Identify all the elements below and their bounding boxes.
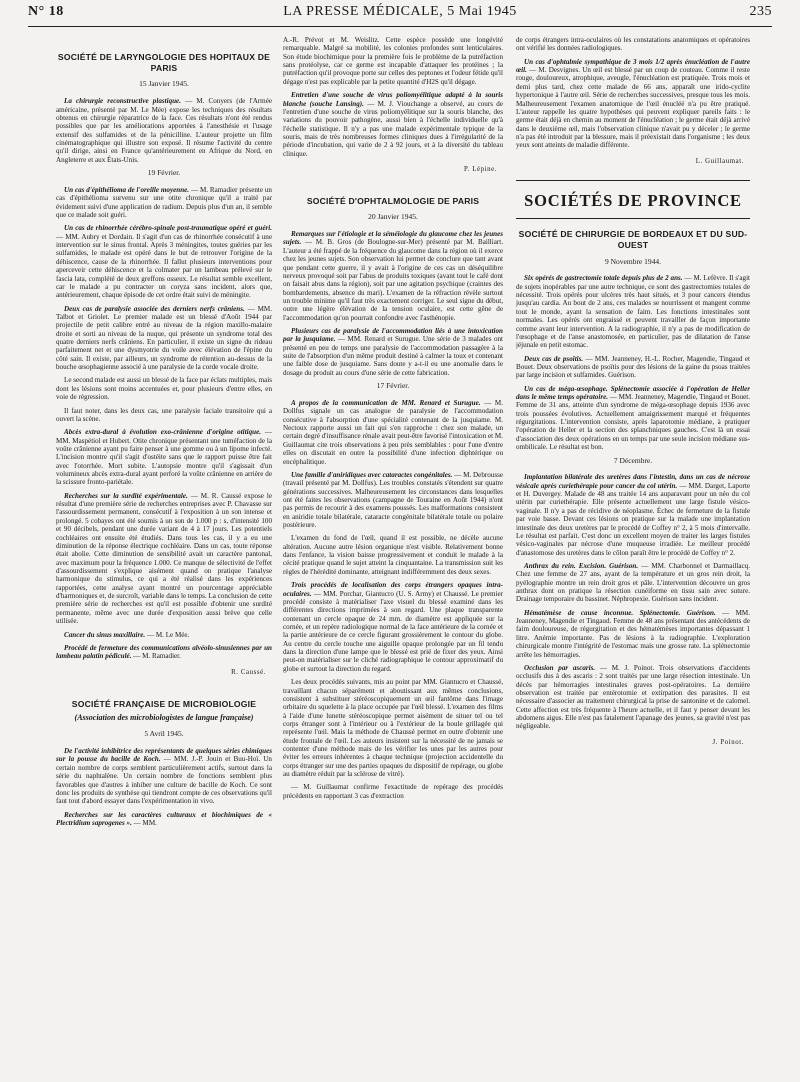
session-date: 5 Avril 1945. <box>144 729 184 739</box>
signature: P. Lépine. <box>464 166 497 174</box>
article-paragraph: L'examen du fond de l'œil, quand il est possible, ne décèle aucune altération. Aucune autre lésion organique n'est visible. Relativement bonne dans l'enfance, la vision baisse progressivement et conduit le malade à la cécité pratique quand le sujet atteint la cinquantaine. La transmission suit les règles de l'hérédité dominante, atteignant indifféremment des deux sexes. <box>283 534 503 576</box>
article-text: — M. Dollfus signale un cas analogue de paralysie de l'accommodation consécutive à l'absorption d'une spécialité contenant de la jusquiame. M. Nectoux rapporte aussi un fait qui s'en rapproche : chez son malade, un certain degré d'insuffisance rénale avait peut-être favorisé l'intoxication et M. Guillaumat cite trois observations à peu près semblables : pour l'une d'entre elles on discutait en outre la possibilité d'une infection diphtérique ou encéphalitique. <box>283 399 503 466</box>
article-text: — M. Debrousse (travail présenté par M. Dollfus). Les troubles constatés s'étendent sur quatre générations successives. Malheureusement les circonstances dans lesquelles ont été faites les observations (campagne de Touraine en Août 1944) n'ont pas permis de recourir à des examens poussés. Les malformations consistent en aniridie totale bilatérale, cataracte congénitale bilatérale totale ou polaire postérieure. <box>283 470 503 530</box>
session-date: 9 Novembre 1944. <box>604 256 662 266</box>
article-text: — MM. Charbonnel et Darmaillacq. Chez une femme de 27 ans, ayant de la température et un gros rein droit, la pyélographie montre un rein droit gros et pâle. L'intervention découvre un gros anthrax dont on pratique la résection cunéiforme en tissu sain avec suture. Drainage temporaire du bassinet. Néphropexie. Guérison sans incident. <box>516 561 750 604</box>
article <box>56 186 272 219</box>
article-title: Occlusion par ascaris. <box>524 663 596 672</box>
folio: 235 <box>749 4 772 19</box>
masthead: LA PRESSE MÉDICALE, 5 Mai 1945 <box>283 4 517 19</box>
article-paragraph: — M. Guillaumat confirme l'exactitude de repérage des procédés précédents en rapportant 3 cas d'extraction <box>283 783 503 800</box>
article <box>283 327 503 377</box>
session-date: 17 Février. <box>376 381 410 391</box>
article <box>56 492 272 626</box>
article-title: Hématémèse de cause inconnue. Splénectomie. Guérison. <box>524 608 716 617</box>
article <box>56 224 272 299</box>
article-title: La chirurgie reconstructive plastique. <box>64 97 181 106</box>
article <box>56 631 272 639</box>
article-title: Un cas d'épithélioma de l'oreille moyenne. <box>64 185 190 194</box>
session-date: 7 Décembre. <box>613 455 653 465</box>
article-title: Recherches sur les caractères culturaux et biochimiques de « Plectridium saprogenes ». <box>56 810 272 827</box>
article-title: Remarques sur l'étiologie et la séméiologie du glaucome chez les jeunes sujets. <box>283 230 503 247</box>
article-title: Trois procédés de localisation des corps étrangers opaques intra-oculaires. <box>283 581 503 598</box>
article-text: — M. J. Viouchange a observé, au cours de l'entretien d'une souche de virus poliomyélitique sur la souris blanche, des variations du pouvoir pathogène, aussi bien à l'échelle individuelle qu'à l'échelle statistique. Il n'y a pas une malade expérimentale typique de la souris, mais de très nombreuses formes cliniques dues à l'irrégularité de la période d'incubation, qui varie de 2 à 92 jours, et à la diversité du tableau clinique. <box>283 99 503 158</box>
article-title: Une famille d'aniridiques avec cataractes congénitales. <box>291 470 453 479</box>
article-text: — M. R. Caussé expose le résultat d'une première série de recherches entreprises avec P. Chavasse sur l'assourdissement permanent, consécutif à l'exposition à un son intense et prolongé. 5 cobayes ont été soumis à un son de 1.000 p : s, d'intensité 100 et 90 décibels, pendant une durée variant de 4 à 17 jours. Les potentiels cochléaires ont ensuite été étudiés. Dans tous les cas, il y a eu une diminution de la réponse électrique cochléaire. Dans un cas, toute réponse était abolie. Cette diminution de sensibilité avait un caractère pantonal, avec maximum pour la fréquence 1.000. Ce manque de sélectivité de l'effet d'assourdissement s'explique aisément quand on pratique l'analyse harmonique du stimulus, ce qui a été réalisé dans les expériences rapportées, cette analyse ayant montré un pourcentage appréciable d'harmoniques et, de surcroît, variable dans le temps. La conclusion de cette première série de recherches est qu'il est possible d'obtenir une surdité permanente, même avec une durée d'exposition aussi brève que celle utilisée. <box>56 491 272 626</box>
page-number: N° 18 <box>28 4 64 19</box>
article-text: — M. Lefèvre. Il s'agit de sujets inopérables par une autre technique, ce sont des gastrectomies totales de nécessité. Trois opérés pour ulcères très haut situés, et 3 pour cancers étendus jusqu'au cardia. Au bout de 2 ans, ces malades se nourrissent et mangent comme tout le monde, ayant la sensation de faim. Les fonctions intestinales sont normales. Les opérés ont engraissé et peuvent travailler de façon importante comme avant leur intervention. A la radiographie, il n'y a pas de modification de l'œsophage et de l'anse anastomosée, en particulier, pas de dilatation de l'anse jéjunale en petit estomac. <box>516 274 750 350</box>
column-2 <box>283 36 503 1076</box>
signature: L. Guillaumat. <box>695 157 744 165</box>
article <box>56 97 272 164</box>
article <box>56 644 272 661</box>
article-title: Deux cas de paralysie associée des derniers nerfs crâniens. <box>64 304 245 313</box>
article <box>516 562 750 604</box>
article-text: — M. Conyers (de l'Armée américaine, présenté par M. Le Mée) expose les techniques des résultats obtenus en chirurgie réparatrice de la face. Ces résultats n'ont été rendus possibles que par les améliorations apportées à l'anesthésie et l'usage extensif des sulfamides et de la pénicilline. L'auteur projette un film cinématographique qui illustre son exposé. Il résume l'activité du centre qu'il dirige, ainsi en France qu'antérieurement en Afrique du Nord, en Angleterre et aux États-Unis. <box>56 97 272 164</box>
article <box>516 664 750 731</box>
article-paragraph: Il faut noter, dans les deux cas, une paralysie faciale transitoire qui a ouvert la scène. <box>56 406 272 423</box>
article <box>516 473 750 557</box>
article-text: — MM. J.-P. Jouin et Buu-Hoï. Un certain nombre de corps semblent particulièrement actifs, surtout dans la série du naphtalène. Un certain nombre de fonctions semblent plus favorables que d'autres à inhiber une culture de bacille de Koch. Ce sont donc les produits de synthèse qui tiendront compte de ces observations qu'il faut tout d'abord essayer dans l'expérimentation in vivo. <box>56 755 272 806</box>
article <box>516 385 750 452</box>
section-title: SOCIÉTÉ FRANÇAISE DE MICROBIOLOGIE <box>71 698 257 709</box>
article-text: — M. Ramadier présente un cas d'épithélioma survenu sur une otite chronique qu'il a traité par évidement suivi d'une application de radium. Depuis plus d'un an, il semble que ce malade soit guéri. <box>56 185 272 219</box>
article-text: — M. Le Mée. <box>146 630 190 639</box>
header-rule <box>28 26 772 27</box>
session-date: 20 Janvier 1945. <box>368 212 418 222</box>
article-title: Procédé de fermeture des communications alvéolo-sinusiennes par un lambeau palatin pédiculé. <box>56 643 272 661</box>
article-title: Six opérés de gastrectomie totale depuis plus de 2 ans. <box>524 274 683 283</box>
article-text: — M. B. Gros (de Boulogne-sur-Mer) présenté par M. Bailliart. L'auteur a été frappé de la fréquence du glaucome dans la région où il exerce chez les jeunes sujets. Son observation lui permet de conclure que tant avant que pendant cette guerre, il y avait à l'origine de ces cas un déséquilibre nerveux provoqué soit par l'abus de produits toxiques (avant tout le café dont on faisait abus dans la région), soit par une agitation psychique (craintes des bombardements, absence du mari). L'examen de la réfraction révèle surtout un trouble minime qu'il faut très exactement corriger. Le seul signe du début, outre une légère élévation de la tension oculaire, est cette gêne de l'accommodation qu'on pourrait confondre avec l'asthénopie. <box>283 238 503 322</box>
section-title: SOCIÉTÉ D'OPHTALMOLOGIE DE PARIS <box>306 196 480 207</box>
article-title: Deux cas de psoïtis. <box>524 354 584 363</box>
section-subtitle: (Association des microbiologistes de langue française) <box>74 712 254 722</box>
article <box>283 399 503 466</box>
article-text: — MM. Aubry et Dordain. Il s'agit d'un cas de rhinorrhée consécutif à une intervention sur le sinus frontal. Après 3 méningites, toutes guéries par les sulfamides, le malade est opéré dans le but de retrouver l'origine de la déhiscence, cause de la rhinorrhée. Il fallut plusieurs interventions pour aperceveir cette déhiscence et la colmater par un lambeau prélevé sur le fascia lata, complété de deux greffons osseux. Le résultat semble excellent, car le malade a pu contracter un coryza sans incident, alors que, antérieurement, chaque épisode de cet ordre était suivi de méningite. <box>56 232 272 300</box>
article-text: — MM. Jeanneney, H.-L. Rocher, Magendie, Tingaud et Bouet. Deux observations de psoïtis pour des lésions de la gaine du psoas traitées par large incision et sulfamides. Guérison. <box>516 354 750 380</box>
article-text: — MM. Jeanneney, Magendie, Tingaud et Bouet. Femme de 31 ans, atteinte d'un syndrome de méga-œsophage depuis 1936 avec trois poussées évolutives. Actuellement amaigrissement marqué et fréquentes régurgitations. L'intervention consiste, après laparotomie médiane, à pratiquer l'opération de Heller et la section des splanchniques gauches. C'est là un essai d'association des deux opérations en un temps par une seule incision médiane sus-ombilicale. Le résultat est bon. <box>516 393 750 452</box>
article-title: De l'activité inhibitrice des représentants de quelques séries chimiques sur la pousse du bacille de Koch. <box>56 747 272 764</box>
article-title: Un cas de méga-œsophage. Splénectomie associée à l'opération de Heller dans le même temps opératoire. <box>516 384 750 402</box>
article-text: — MM. Talbot et Griolet. Le premier malade est un blessé d'Août 1944 par projectile de petit calibre entré au niveau de la région maxillo-malaire droite et sorti au niveau de la nuque, qui présente un syndrome total des quatre derniers nerfs crâniens. En particulier, il existe un signe du rideau parfaitement net et une dysmyotrie du voile avec élévation de l'épine du côté sain. Il existe, par ailleurs, un syndrome de rétention au-dessus de la bouche œsophagienne associé à une paralysie de la corde vocale droite. <box>56 304 272 372</box>
article-text: — MM. <box>133 818 157 827</box>
article-text: — MM. Renard et Surugue. Une série de 3 malades ont présenté en peu de temps une paralysie de l'accommodation passagère à la suite de l'absorption d'un même produit destiné à calmer la toux et contenant une faible dose de jusquiame. Sans doute y a-t-il eu une anomalie dans le dosage du produit au cours d'une série de cette fabrication. <box>283 335 503 377</box>
article-title: Anthrax du rein. Excision. Guérison. <box>524 561 639 570</box>
article-title: Plusieurs cas de paralysie de l'accommodation liés à une intoxication par la jusquiame. <box>283 327 503 344</box>
article-text: — M. J. Poinot. Trois observations d'accidents occlusifs dus à des ascaris : 2 sont traités par une large résection intestinale. Un décès par hémorragies intestinales graves post-opératoires. La dernière observation est traitée par entérotomie et extirpation des parasites. Il est nécessaire d'associer au traitement chirurgical la prise de santonine et de calomel. Cette affection est très fréquente à l'heure actuelle, et il faut y penser devant les abdomens aigus. Elle n'est pas fatalement l'apanage des jeunes, sa gravité n'est pas négligeable. <box>516 663 750 731</box>
article <box>283 91 503 158</box>
article <box>56 428 272 487</box>
province-banner: SOCIÉTÉS DE PROVINCE <box>516 180 750 219</box>
article <box>516 609 750 659</box>
article <box>56 811 272 828</box>
article <box>56 747 272 806</box>
running-header <box>28 4 772 32</box>
article <box>516 355 750 380</box>
column-1 <box>56 36 272 1076</box>
article-continuation: A.-R. Prévot et M. Weislitz. Cette espèce possède une longévité remarquable. Malgré sa mobilité, les colonies profondes sont lenticulaires. Son étude biochimique pour la première fois le problème de la putréfaction sans protéolyse, car ce germe est incapable d'attaquer les protéines ; la putréfaction qu'il provoque porte sur celles des peptones et l'odeur fétide qu'il dégage n'est pas explicable par la petite quantité d'H2S qu'il dégage. <box>283 36 503 86</box>
session-date: 15 Janvier 1945. <box>139 79 189 89</box>
article-text: — MM. Porchar, Giantucro (U. S. Army) et Chaussé. Le premier procédé consiste à matérialiser l'axe visuel du blessé examiné dans les différentes directions imprimées à son regard. Une plaque transparente contenant un cercle opaque de 24 mm. de diamètre est appliquée sur la cornée, et un repère radiologique normal de la face antérieure de la cornée et la partie antérieure de ce cercle figurant grossièrement le contour du globe. Au centre du cercle touche une aiguille opaque prolongée par un fil tendu dans la direction d'une lampe que le blessé est prié de fixer des yeux. Ainsi peut-on matérialiser sur le cliché radiographique le contour approximatif du globe et surtout la direction du regard. <box>283 589 503 673</box>
article-title: Un cas de rhinorrhée cérébro-spinale post-traumatique opéré et guéri. <box>64 224 272 233</box>
article-title: A propos de la communication de MM. Renard et Surugue. <box>291 399 481 408</box>
column-3 <box>516 36 750 1076</box>
article-text: — M. Ramadier. <box>133 652 181 661</box>
session-date: 19 Février. <box>147 168 181 178</box>
article-paragraph: Le second malade est aussi un blessé de la face par éclats multiples, mais dont les lésions sont moins accentuées et, pour plusieurs d'entre elles, en voie de régression. <box>56 376 272 402</box>
article <box>516 274 750 349</box>
article <box>283 581 503 673</box>
signature: R. Caussé. <box>231 668 266 676</box>
article-continuation: de corps étrangers intra-oculaires où les constatations anatomiques et opératoires ont vérifié les données radiologiques. <box>516 36 750 53</box>
signature: J. Poinot. <box>712 738 744 746</box>
section-title: SOCIÉTÉ DE CHIRURGIE DE BORDEAUX ET DU SUD-OUEST <box>518 229 748 251</box>
article <box>56 305 272 372</box>
article-title: Entretien d'une souche de virus poliomyélitique adapté à la souris blanche (souche Lansing). <box>283 91 503 108</box>
article <box>516 58 750 150</box>
article <box>283 471 503 530</box>
article-paragraph: Les deux procédés suivants, mis au point par MM. Giantucro et Chaussé, travaillant chacun séparément et aboutissant aux mêmes conclusions, consistent à substituer stéréoscopiquement un œil fantôme dans l'image orbitaire du squelette à la place occupée par l'œil blessé. L'examen des films à l'aide d'une lunette stéréoscopique permet aisément de situer tel ou tel corps étranger sont à l'intérieur ou à l'extérieur de la boule grillagée qui représente l'œil. Mais la méthode de Chaussé permet en outre d'obtenir une étude frontale de l'œil. Les auteurs insistent sur la nécessité de ne jamais se contenter d'une méthode mais de les vérifier les unes par les autres pour éviter les erreurs inhérentes à chaque technique (projection accidentelle du corps étranger sur une des parties opaques du dispositif de repérage, ou globe au diamètre réduit par la sclérose de vitré). <box>283 678 503 779</box>
section-title: SOCIÉTÉ DE LARYNGOLOGIE DES HOPITAUX DE PARIS <box>57 52 271 74</box>
article-title: Recherches sur la surdité expérimentale. <box>64 491 188 500</box>
article-text: — MM. Jeanneney, Magendie et Tingaud. Femme de 48 ans présentant des antécédents de faim douloureuse, de régurgitation et des hématémèses importantes dépassant 1 litre. Anémie importante. Pas de lésions à la radiographie. L'exploration chirurgicale montre l'intégrité de l'estomac mais une grosse rate. La splénectomie arrête les hémorragies. <box>516 608 750 659</box>
article-title: Implantation bilatérale des uretères dans l'intestin, dans un cas de nécrose vésicale après curiethérapie pour cancer du col utérin. <box>516 473 750 490</box>
article-text: — MM. Maspétiol et Hubert. Otite chronique présentant une tuméfaction de la voûte crânienne ayant pu faire penser à une gomme ou à un lipome infecté. L'incision montre qu'il s'agit d'ostéite sans que le rapport puisse être fait avec l'otorrhée. Mort subite. L'autopsie montre qu'il s'agissait d'un volumineux abcès extra-dural ayant perforé la voûte crânienne en arrière de la scissure fronto-pariétale. <box>56 428 272 487</box>
article-title: Un cas d'ophtalmie sympathique de 3 mois 1/2 après énucléation de l'autre œil. <box>516 57 750 75</box>
article-title: Cancer du sinus maxillaire. <box>64 630 146 639</box>
article-text: — MM. Darget, Laporte et H. Duvergey. Malade de 48 ans traitée 14 ans auparavant pour un néo du col utérin par curiethérapie. Elle présente actuellement une large fistule vésico-vaginale. Il n'y a pas de récidive de néoplasme. Échec de fermeture de la fistule par voie basse. Devant ces lésions on pratique sur la malade une implantation intestinale des deux uretères par le procédé de Coffey n° 2, à 5 mois d'intervalle. Le résultat est parfait. C'est donc un excellent moyen de traiter les larges fistules vésico-vaginales par nécrose d'une muqueuse irradiée. Le meilleur procédé d'anastomose des uretères dans le côlon paraît être le procédé de Coffey n° 2. <box>516 481 750 557</box>
article <box>283 230 503 322</box>
article-text: — M. Desvignes. Un œil est blessé par un coup de couteau. Comme il reste rouge, douloureux, atrophique, aveugle, l'énucléation est pratiquée. Trois mois et demi plus tard, chez cette malade de 66 ans, apparaît une irido-cyclite hypertonique à l'autre œil. Série de recherches successives, presque tous les mois. Malheureusement l'examen anatomique de l'œil énucléé n'a pu être pratiqué. L'auteur rappelle les quatre hypothèses qui peuvent expliquer pareils faits : le germe était déjà en chemin au moment de l'énucléation ; le germe était déjà arrivé dans le deuxième œil, mais l'observation clinique n'avait pu y déceler ; le germe n'a pas été introduit par la blessure, mais il préexistait dans l'organisme ; les deux yeux sont atteints de maladie différente. <box>516 66 750 150</box>
article-title: Abcès extra-dural à évolution exo-crânienne d'origine otitique. <box>64 428 261 437</box>
